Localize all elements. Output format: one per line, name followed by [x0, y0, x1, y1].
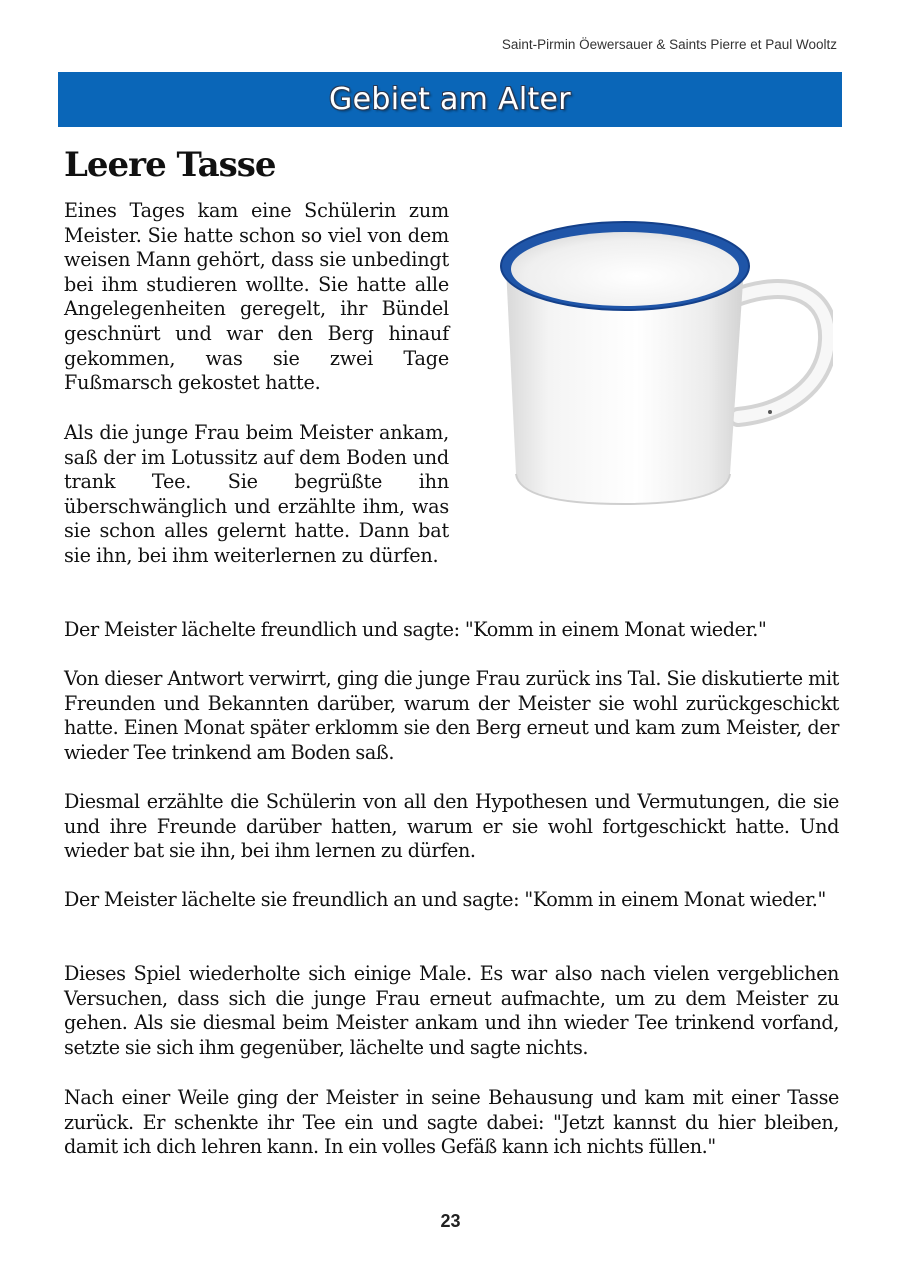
enamel-mug-icon	[488, 212, 833, 512]
paragraph-2: Als die junge Frau beim Meister ankam, saß der im Lotussitz auf dem Boden und trank Tee. Sie begrüßte ihn überschwänglich und erzählte ihm, was sie schon alles gelernt hatte. Dann bat sie ihn, bei ihm weiterlernen zu dürfen.	[64, 421, 449, 567]
paragraph-6: Der Meister lächelte sie freundlich an und sagte: "Komm in einem Monat wieder."	[64, 888, 826, 911]
paragraph-4: Von dieser Antwort verwirrt, ging die junge Frau zurück ins Tal. Sie diskutierte mit Freunden und Bekannten darüber, warum der Meister sie wohl zurückgeschickt hatte. Einen Monat später erklomm sie den Berg erneut und kam zum Meister, der wieder Tee trinkend am Boden saß.	[64, 667, 839, 764]
paragraph-3: Der Meister lächelte freundlich und sagte: "Komm in einem Monat wieder."	[64, 618, 767, 641]
story-title: Leere Tasse	[64, 145, 276, 185]
paragraph-7: Dieses Spiel wiederholte sich einige Male. Es war also nach vielen vergeblichen Versuchen, dass sich die junge Frau erneut aufmachte, um zu dem Meister zu gehen. Als sie diesmal beim Meister ankam und ihn wieder Tee trinkend vorfand, setzte sie sich ihm gegenüber, lächelte und sagte nichts.	[64, 962, 839, 1059]
section-banner	[58, 72, 842, 127]
paragraph-8: Nach einer Weile ging der Meister in seine Behausung und kam mit einer Tasse zurück. Er schenkte ihr Tee ein und sagte dabei: "Jetzt kannst du hier bleiben, damit ich dich lehren kann. In ein volles Gefäß kann ich nichts füllen."	[64, 1086, 839, 1159]
section-title: Gebiet am Alter	[329, 82, 571, 117]
paragraph-5: Diesmal erzählte die Schülerin von all den Hypothesen und Vermutungen, die sie und ihre Freunde darüber hatten, warum er sie wohl fortgeschickt hatte. Und wieder bat sie ihn, bei ihm lernen zu dürfen.	[64, 790, 839, 863]
page-number: 23	[440, 1211, 461, 1231]
running-header: Saint-Pirmin Öewersauer & Saints Pierre et Paul Wooltz	[501, 37, 837, 52]
paragraph-1: Eines Tages kam eine Schülerin zum Meister. Sie hatte schon so viel von dem weisen Mann gehört, dass sie unbedingt bei ihm studieren wollte. Sie hatte alle Angelegenheiten geregelt, ihr Bündel geschnürt und war den Berg hinauf gekommen, was sie zwei Tage Fußmarsch gekostet hatte.	[64, 199, 449, 395]
